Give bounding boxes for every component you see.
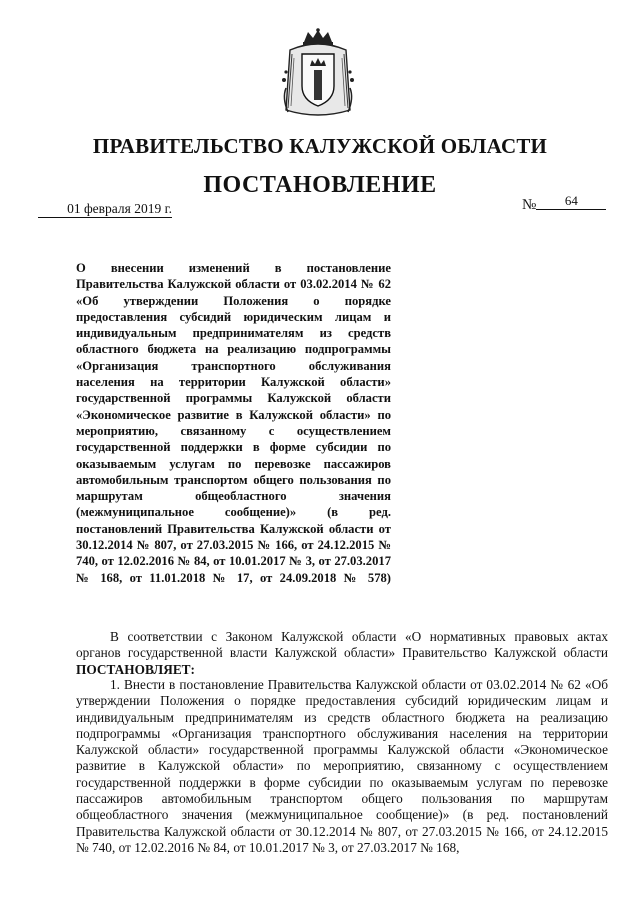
number-value: 64 [536, 193, 606, 210]
document-subject: О внесении изменений в постановление Правительства Калужской области от 03.02.2014 № 62 «Об утверждении Положения о порядке предоставления субсидий юридическим лицам и индивидуальным предпринимателям из средств областного бюджета на реализацию подпрограммы «Организация транспортного обслуживания населения на территории Калужской области» государственной программы Калужской области «Экономическое развитие в Калужской области» по мероприятию, связанному с осуществлением государственной поддержки в форме субсидии по оказываемым услугам по перевозке пассажиров автомобильным транспортом общего пользования по маршрутам общеобластного значения (межмуниципальное сообщение)» (в ред. постановлений Правительства Калужской области от 30.12.2014 № 807, от 27.03.2015 № 166, от 24.12.2015 № 740, от 12.02.2016 № 84, от 10.01.2017 № 3, от 27.03.2017 № 168, от 11.01.2018 № 17, от 24.09.2018 № 578) [76, 261, 391, 585]
item-1-paragraph: 1. Внести в постановление Правительства Калужской области от 03.02.2014 № 62 «Об утверждении Положения о порядке предоставления субсидий юридическим лицам и индивидуальным предпринимателям из средств областного бюджета на реализацию подпрограммы «Организация транспортного обслуживания населения на территории Калужской области» государственной программы Калужской области «Экономическое развитие в Калужской области» по мероприятию, связанному с осуществлением государственной поддержки в форме субсидии по оказываемым услугам по перевозке пассажиров автомобильным транспортом общего пользования по маршрутам общеобластного значения (межмуниципальное сообщение)» (в ред. постановлений Правительства Калужской области от 30.12.2014 № 807, от 27.03.2015 № 166, от 24.12.2015 № 740, от 12.02.2016 № 84, от 10.01.2017 № 3, от 27.03.2017 № 168, [76, 677, 608, 855]
document-date: 01 февраля 2019 г. [38, 201, 172, 218]
government-title: ПРАВИТЕЛЬСТВО КАЛУЖСКОЙ ОБЛАСТИ [92, 134, 548, 158]
preamble-paragraph [76, 629, 608, 678]
number-label: № [522, 197, 537, 213]
decree-word: ПОСТАНОВЛЯЕТ: [76, 661, 195, 677]
kaluga-coat-of-arms-icon [280, 28, 356, 118]
document-number [522, 193, 606, 214]
document-type-title: ПОСТАНОВЛЕНИЕ [203, 172, 437, 198]
preamble-text: В соответствии с Законом Калужской области «О нормативных правовых актах органов государственной власти Калужской области» Правительство Калужской области [76, 629, 608, 661]
